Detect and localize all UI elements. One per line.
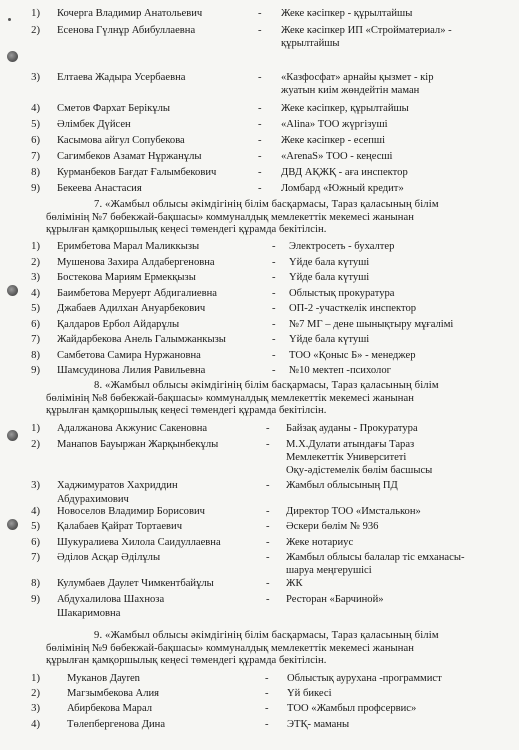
member-name: Абирбекова Марал <box>67 703 153 714</box>
item-number: 3) <box>31 703 40 714</box>
item-number: 1) <box>31 241 40 252</box>
member-name: Шамсудинова Лилия Равильевна <box>57 365 206 376</box>
member-name: Бостекова Мариям Ермекқызы <box>57 272 196 283</box>
item-number: 7) <box>31 552 40 563</box>
paragraph-line: бөлімінің №9 бөбекжай-бақшасы» коммуналдық мемлекеттік мекемесі жанынан <box>46 642 414 654</box>
separator-dash: - <box>266 594 270 605</box>
item-number: 4) <box>31 288 40 299</box>
separator-dash: - <box>258 167 262 178</box>
member-role: №10 мектеп -психолог <box>289 365 391 376</box>
separator-dash: - <box>272 334 276 345</box>
member-role: Оқу-әдістемелік бөлім басшысы <box>286 465 433 476</box>
member-name: Баимбетова Меруерт Абдигалиевна <box>57 288 218 299</box>
member-name: Новоселов Владимир Борисович <box>57 506 205 517</box>
item-number: 6) <box>31 135 40 146</box>
item-number: 4) <box>31 103 40 114</box>
member-role: М.Х.Дулати атындағы Тараз <box>286 439 415 450</box>
item-number: 2) <box>31 25 40 36</box>
member-role: Үй бикесі <box>287 688 332 699</box>
item-number: 1) <box>31 8 40 19</box>
item-number: 3) <box>31 480 40 491</box>
item-number: 4) <box>31 506 40 517</box>
member-name: Кулумбаев Даулет Чимкентбайұлы <box>57 578 214 589</box>
item-number: 3) <box>31 72 40 83</box>
member-name: Әділов Асқар Әділұлы <box>57 552 161 563</box>
member-role: «Alina» ТОО жүргізуші <box>281 119 388 130</box>
item-number: 6) <box>31 537 40 548</box>
separator-dash: - <box>258 103 262 114</box>
item-number: 8) <box>31 350 40 361</box>
separator-dash: - <box>272 365 276 376</box>
punch-hole <box>7 285 18 296</box>
item-number: 4) <box>31 719 40 730</box>
member-role: «Казфосфат» арнайы қызмет - кір <box>281 72 434 83</box>
member-name: Абдухалилова Шахноза <box>57 594 165 605</box>
member-role: ЭТҚ- маманы <box>287 719 350 730</box>
member-role: Ресторан «Барчиной» <box>286 594 384 605</box>
member-name: Сметов Фархат Берікұлы <box>57 103 171 114</box>
member-role: ДВД АҚЖҚ - аға инспектор <box>281 167 408 178</box>
item-number: 1) <box>31 423 40 434</box>
separator-dash: - <box>272 350 276 361</box>
member-name: Кочерга Владимир Анатольевич <box>57 8 203 19</box>
member-role: шаруа меңгерушісі <box>286 565 372 576</box>
separator-dash: - <box>272 257 276 268</box>
paragraph-line: құрылған қамқоршылық кеңесі төмендегі құрамда бекітілсін. <box>46 224 327 236</box>
member-role: құрылтайшы <box>281 38 340 49</box>
separator-dash: - <box>265 688 269 699</box>
member-role: Жамбыл облысы балалар тіс емханасы- <box>286 552 465 563</box>
separator-dash: - <box>266 521 270 532</box>
member-name: Самбетова Самира Нуржановна <box>57 350 201 361</box>
paragraph-heading: 7. «Жамбыл облысы әкімдігінің білім басқармасы, Тараз қаласының білім <box>94 199 439 210</box>
member-role: Байзақ ауданы - Прокуратура <box>286 423 418 434</box>
member-name: Адалжанова Акжунис Сакеновна <box>57 423 208 434</box>
member-role: Үйде бала күтуші <box>289 257 370 268</box>
member-role: Мемлекеттік Университеті <box>286 452 407 463</box>
member-name: Шукуралиева Хилола Саидуллаевна <box>57 537 221 548</box>
separator-dash: - <box>266 423 270 434</box>
member-name: Магзымбекова Алия <box>67 688 160 699</box>
member-role: Үйде бала күтуші <box>289 334 370 345</box>
member-role: Жеке нотариус <box>286 537 354 548</box>
paragraph-line: құрылған қамқоршылық кеңесі төмендегі құрамда бекітілсін. <box>46 655 327 667</box>
item-number: 1) <box>31 673 40 684</box>
item-number: 7) <box>31 334 40 345</box>
member-role: Облыстық аурухана -программист <box>287 673 442 684</box>
separator-dash: - <box>258 151 262 162</box>
item-number: 7) <box>31 151 40 162</box>
member-name-cont: Шакаримовна <box>57 608 121 619</box>
separator-dash: - <box>265 719 269 730</box>
member-role: Директор ТОО «Имсталькон» <box>286 506 421 517</box>
member-name: Елтаева Жадыра Усербаевна <box>57 72 186 83</box>
item-number: 3) <box>31 272 40 283</box>
separator-dash: - <box>272 272 276 283</box>
member-name: Бекеева Анастасия <box>57 183 142 194</box>
separator-dash: - <box>258 25 262 36</box>
separator-dash: - <box>272 241 276 252</box>
item-number: 5) <box>31 303 40 314</box>
separator-dash: - <box>265 703 269 714</box>
member-name: Қалдаров Ербол Айдарұлы <box>57 319 180 330</box>
member-name-cont: Абдурахимович <box>57 494 129 505</box>
item-number: 6) <box>31 319 40 330</box>
member-role: ЖК <box>286 578 303 589</box>
paragraph-heading: 8. «Жамбыл облысы әкімдігінің білім басқармасы, Тараз қаласының білім <box>94 380 439 391</box>
separator-dash: - <box>272 288 276 299</box>
paragraph-line: құрылған қамқоршылық кеңесі төмендегі құрамда бекітілсін. <box>46 405 327 417</box>
separator-dash: - <box>266 506 270 517</box>
paragraph-heading: 9. «Жамбыл облысы әкімдігінің білім басқармасы, Тараз қаласының білім <box>94 630 439 641</box>
member-role: ОП-2 -участкелік инспектор <box>289 303 417 314</box>
member-role: Ломбард «Южный кредит» <box>281 183 404 194</box>
member-name: Еримбетова Марал Маликкызы <box>57 241 200 252</box>
member-name: Манапов Бауыржан Жарқынбекұлы <box>57 439 219 450</box>
separator-dash: - <box>258 72 262 83</box>
separator-dash: - <box>266 552 270 563</box>
member-role: Электросеть - бухалтер <box>289 241 395 252</box>
punch-hole <box>7 519 18 530</box>
member-name: Мушенова Захира Алдабергеновна <box>57 257 215 268</box>
separator-dash: - <box>272 319 276 330</box>
separator-dash: - <box>272 303 276 314</box>
member-name: Касымова айгул Сопубекова <box>57 135 185 146</box>
member-name: Төлепбергенова Дина <box>67 719 166 730</box>
item-number: 5) <box>31 521 40 532</box>
separator-dash: - <box>266 578 270 589</box>
member-name: Хаджимуратов Хахриддин <box>57 480 178 491</box>
item-number: 9) <box>31 365 40 376</box>
separator-dash: - <box>266 439 270 450</box>
member-role: ТОО «Жамбыл профсервис» <box>287 703 417 714</box>
item-number: 8) <box>31 167 40 178</box>
member-role: жуатын киім жөндейтін маман <box>281 85 420 96</box>
separator-dash: - <box>265 673 269 684</box>
item-number: 5) <box>31 119 40 130</box>
separator-dash: - <box>258 183 262 194</box>
item-number: 2) <box>31 439 40 450</box>
item-number: 2) <box>31 257 40 268</box>
member-name: Джабаев Адилхан Ануарбекович <box>57 303 206 314</box>
member-name: Қалабаев Қайрат Тортаевич <box>57 521 183 532</box>
member-role: ТОО «Қоныс Б» - менеджер <box>289 350 416 361</box>
separator-dash: - <box>266 480 270 491</box>
paragraph-line: бөлімінің №8 бөбекжай-бақшасы» коммуналдық мемлекеттік мекемесі жанынан <box>46 392 414 404</box>
punch-hole <box>7 430 18 441</box>
member-role: Жамбыл облысының ПД <box>286 480 398 491</box>
member-role: Жеке кәсіпкер, құрылтайшы <box>281 103 409 114</box>
member-name: Курманбеков Бағдат Ғалымбекович <box>57 167 217 178</box>
member-name: Есенова Гүлнұр Абибуллаевна <box>57 25 196 36</box>
member-role: Жеке кәсіпкер - құрылтайшы <box>281 8 413 19</box>
member-name: Әлімбек Дүйсен <box>57 119 131 130</box>
separator-dash: - <box>258 135 262 146</box>
scan-speck <box>8 18 11 21</box>
separator-dash: - <box>258 119 262 130</box>
punch-hole <box>7 51 18 62</box>
member-role: №7 МГ – дене шынықтыру мұғалімі <box>289 319 454 330</box>
separator-dash: - <box>258 8 262 19</box>
member-role: «ArenaS» ТОО - кеңесші <box>281 151 393 162</box>
member-role: Жеке кәсіпкер ИП «Стройматериал» - <box>281 25 452 36</box>
member-role: Облыстық прокуратура <box>289 288 395 299</box>
member-role: Үйде бала күтуші <box>289 272 370 283</box>
item-number: 2) <box>31 688 40 699</box>
item-number: 9) <box>31 183 40 194</box>
item-number: 8) <box>31 578 40 589</box>
member-role: Жеке кәсіпкер - есепші <box>281 135 386 146</box>
member-role: Әскери бөлім № 936 <box>286 521 379 532</box>
member-name: Сагимбеков Азамат Нұржанұлы <box>57 151 202 162</box>
member-name: Муканов Дауren <box>67 673 140 684</box>
item-number: 9) <box>31 594 40 605</box>
paragraph-line: бөлімінің №7 бөбекжай-бақшасы» коммуналдық мемлекеттік мекемесі жанынан <box>46 211 414 223</box>
separator-dash: - <box>266 537 270 548</box>
member-name: Жайдарбекова Анель Галымжанкызы <box>57 334 226 345</box>
